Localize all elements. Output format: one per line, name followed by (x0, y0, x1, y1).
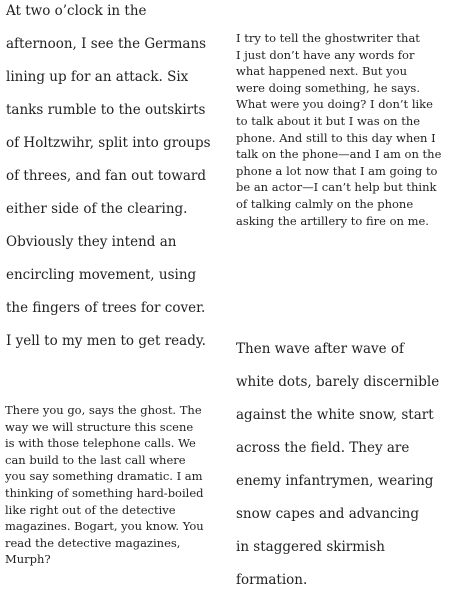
text-line: of talking calmly on the phone (236, 196, 414, 211)
text-line: At two o’clock in the (6, 3, 147, 19)
narrative-passage-top-left (6, 0, 211, 358)
text-line: Murph? (5, 552, 51, 567)
text-line: encircling movement, using (6, 267, 197, 283)
text-line: enemy infantrymen, wearing (236, 473, 434, 489)
text-line: in staggered skirmish (236, 539, 385, 555)
text-line: phone. And still to this day when I (236, 130, 436, 145)
text-line: lining up for an attack. Six (6, 69, 189, 85)
text-line: to talk about it but I was on the (236, 113, 421, 128)
text-line: be an actor—I can’t help but think (236, 180, 437, 195)
text-line: I try to tell the ghostwriter that (236, 31, 420, 45)
text-line: formation. (236, 572, 308, 588)
text-line: you say something dramatic. I am (5, 469, 203, 484)
text-line: phone a lot now that I am going to (236, 163, 438, 178)
text-line: of Holtzwihr, split into groups (6, 135, 211, 151)
text-line: either side of the clearing. (6, 201, 188, 217)
text-line: asking the artillery to fire on me. (236, 213, 429, 228)
text-line: the fingers of trees for cover. (6, 300, 206, 316)
text-line: snow capes and advancing (236, 506, 420, 522)
text-line: way we will structure this scene (5, 419, 194, 434)
text-line: of threes, and fan out toward (6, 168, 206, 184)
text-line: Then wave after wave of (236, 341, 405, 357)
text-line: I yell to my men to get ready. (6, 333, 206, 349)
text-line: read the detective magazines, (5, 535, 181, 550)
dialogue-passage-bottom-left (5, 402, 204, 568)
text-line: tanks rumble to the outskirts (6, 102, 206, 118)
text-line: What were you doing? I don’t like (236, 97, 433, 112)
text-line: white dots, barely discernible (236, 374, 440, 390)
text-line: like right out of the detective (5, 502, 176, 517)
narrative-passage-bottom-right (236, 333, 439, 597)
text-line: against the white snow, start (236, 407, 434, 423)
text-line: There you go, says the ghost. The (5, 403, 202, 417)
text-line: can build to the last call where (5, 452, 186, 467)
dialogue-passage-top-right (236, 30, 441, 229)
text-line: magazines. Bogart, you know. You (5, 519, 204, 534)
text-line: were doing something, he says. (236, 80, 420, 95)
text-line: what happened next. But you (236, 64, 407, 79)
text-line: across the field. They are (236, 440, 410, 456)
text-line: is with those telephone calls. We (5, 436, 196, 451)
text-line: Obviously they intend an (6, 234, 177, 250)
text-line: I just don’t have any words for (236, 47, 415, 62)
text-line: talk on the phone—and I am on the (236, 147, 442, 162)
text-line: afternoon, I see the Germans (6, 36, 207, 52)
text-line: thinking of something hard-boiled (5, 485, 204, 500)
